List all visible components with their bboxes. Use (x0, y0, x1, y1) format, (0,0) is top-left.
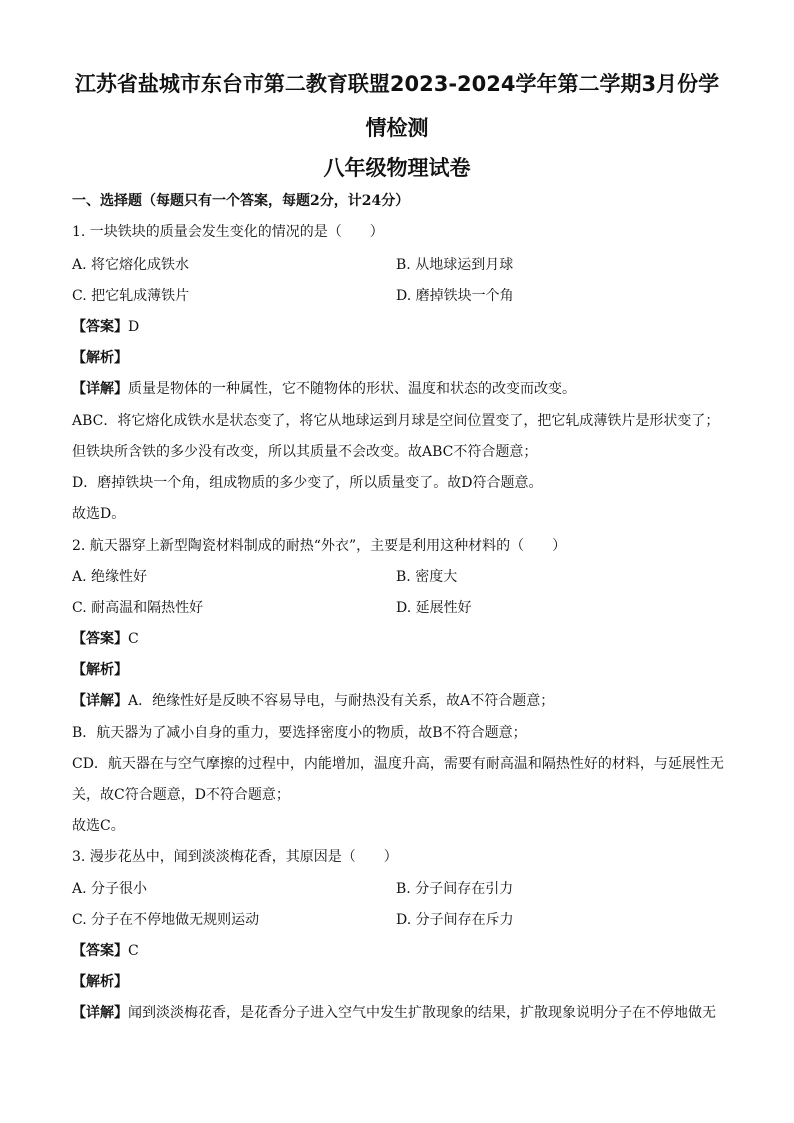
detail-tag: 【详解】 (72, 1005, 128, 1021)
q2-option-a: A. 绝缘性好 (72, 569, 148, 585)
detail-tag: 【详解】 (72, 381, 128, 397)
q3-analysis-tag (72, 973, 128, 991)
analysis-tag: 【解析】 (72, 350, 128, 366)
q2-option-c: C. 耐高温和隔热性好 (72, 600, 204, 616)
answer-tag: 【答案】 (72, 319, 128, 335)
answer-value: D (128, 319, 140, 335)
detail-tag: 【详解】 (72, 693, 128, 709)
page-subtitle: 八年级物理试卷 (323, 156, 471, 180)
q3-option-c: C. 分子在不停地做无规则运动 (72, 912, 260, 928)
detail-text: 闻到淡淡梅花香，是花香分子进入空气中发生扩散现象的结果，扩散现象说明分子在不停地做无 (128, 1005, 716, 1021)
q1-option-c: C. 把它轧成薄铁片 (72, 288, 190, 304)
q2-detail-2: B．航天器为了减小自身的重力，要选择密度小的物质，故B不符合题意； (72, 725, 527, 741)
q1-option-a: A. 将它熔化成铁水 (72, 257, 190, 273)
section-heading: 一、选择题（每题只有一个答案，每题2分，计24分） (72, 193, 410, 209)
answer-value: C (128, 943, 139, 959)
analysis-tag: 【解析】 (72, 974, 128, 990)
q2-detail-3: CD．航天器在与空气摩擦的过程中，内能增加，温度升高，需要有耐高温和隔热性好的材料，与延展性无 (72, 756, 724, 772)
answer-tag: 【答案】 (72, 943, 128, 959)
answer-tag: 【答案】 (72, 631, 128, 647)
q2-analysis-tag (72, 661, 128, 679)
q1-option-d: D. 磨掉铁块一个角 (396, 288, 514, 304)
q3-answer (72, 942, 139, 960)
page-title-line-1: 江苏省盐城市东台市第二教育联盟2023-2024学年第二学期3月份学 (74, 72, 720, 96)
q2-conclusion: 故选C。 (72, 818, 125, 834)
q1-option-b: B. 从地球运到月球 (396, 257, 514, 273)
q3-option-d: D. 分子间存在斥力 (396, 912, 514, 928)
q2-option-d: D. 延展性好 (396, 600, 472, 616)
q2-stem: 2. 航天器穿上新型陶瓷材料制成的耐热“外衣”，主要是利用这种材料的（ ） (72, 538, 567, 554)
q1-detail-3: 但铁块所含铁的多少没有改变，所以其质量不会改变。故ABC不符合题意； (72, 444, 538, 460)
q1-stem: 1. 一块铁块的质量会发生变化的情况的是（ ） (72, 224, 384, 240)
q3-option-a: A. 分子很小 (72, 881, 148, 897)
detail-text: A．绝缘性好是反映不容易导电，与耐热没有关系，故A不符合题意； (128, 693, 555, 709)
detail-text: 质量是物体的一种属性，它不随物体的形状、温度和状态的改变而改变。 (128, 381, 576, 397)
q1-answer (72, 318, 139, 336)
q1-detail-2: ABC．将它熔化成铁水是状态变了，将它从地球运到月球是空间位置变了，把它轧成薄铁片是形状变了； (72, 413, 720, 429)
q2-detail-4: 关，故C符合题意，D不符合题意； (72, 787, 290, 803)
q2-detail-1 (72, 692, 554, 710)
q2-option-b: B. 密度大 (396, 569, 458, 585)
q1-analysis-tag (72, 349, 128, 367)
page-title-line-2: 情检测 (365, 116, 429, 140)
analysis-tag: 【解析】 (72, 662, 128, 678)
q3-option-b: B. 分子间存在引力 (396, 881, 514, 897)
q3-stem: 3. 漫步花丛中，闻到淡淡梅花香，其原因是（ ） (72, 849, 398, 865)
q1-detail-1 (72, 380, 576, 398)
q2-answer (72, 630, 139, 648)
q1-detail-4: D．磨掉铁块一个角，组成物质的多少变了，所以质量变了。故D符合题意。 (72, 475, 543, 491)
answer-value: C (128, 631, 139, 647)
q1-conclusion: 故选D。 (72, 506, 126, 522)
q3-detail-1 (72, 1004, 716, 1022)
